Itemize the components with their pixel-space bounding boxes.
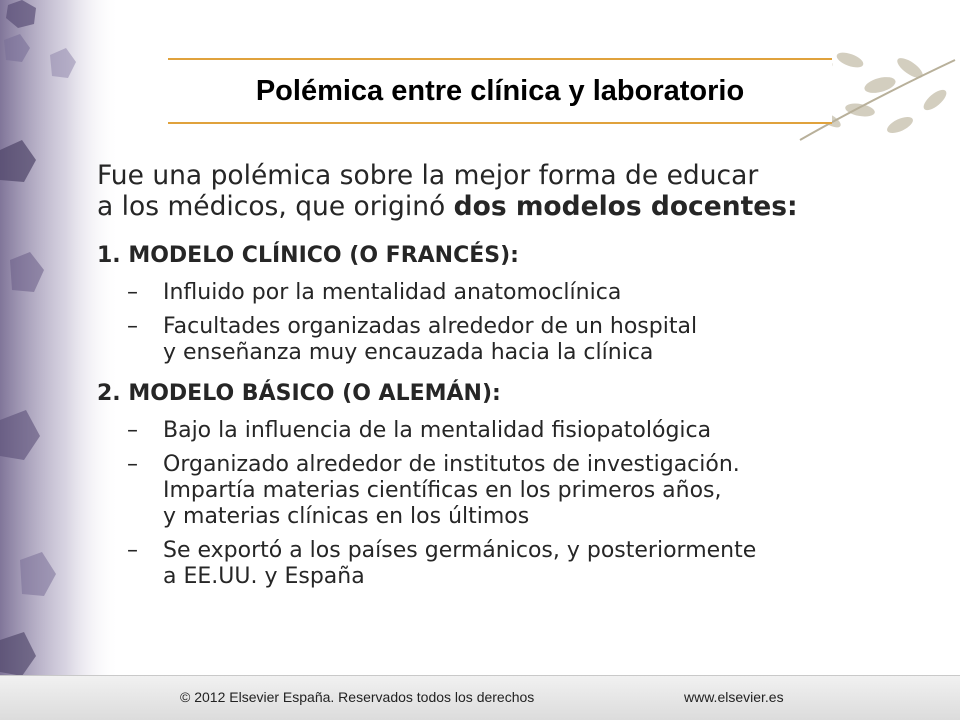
title-bar	[168, 58, 832, 124]
item-line: Influido por la mentalidad anatomoclínica	[163, 280, 622, 305]
item-line: Se exportó a los países germánicos, y posteriormente	[163, 538, 757, 563]
dash-bullet: –	[127, 418, 138, 443]
item-line: Facultades organizadas alrededor de un hospital	[163, 314, 698, 339]
item-line: Impartía materias científicas en los primeros años,	[163, 478, 722, 503]
footer-copyright: © 2012 Elsevier España. Reservados todos los derechos	[180, 689, 535, 705]
item-line: a EE.UU. y España	[163, 564, 365, 589]
item-line: Bajo la influencia de la mentalidad fisiopatológica	[163, 418, 712, 443]
intro-line2-prefix: a los médicos, que originó	[97, 191, 454, 222]
dash-bullet: –	[127, 314, 138, 339]
dash-bullet: –	[127, 280, 138, 305]
item-line: Organizado alrededor de institutos de investigación.	[163, 452, 740, 477]
footer-bar	[0, 675, 960, 720]
intro-text	[97, 160, 877, 222]
section-heading-clinico: 1. MODELO CLÍNICO (O FRANCÉS):	[97, 243, 519, 268]
section-heading-basico: 2. MODELO BÁSICO (O ALEMÁN):	[97, 381, 501, 406]
list-item	[97, 452, 877, 530]
item-line: y materias clínicas en los últimos	[163, 504, 530, 529]
list-item	[97, 538, 877, 590]
list-item	[97, 280, 877, 306]
intro-line2-bold: dos modelos docentes:	[453, 191, 798, 222]
section-items-clinico	[97, 280, 877, 366]
list-item	[97, 314, 877, 366]
item-line: y enseñanza muy encauzada hacia la clínica	[163, 340, 654, 365]
slide-title: Polémica entre clínica y laboratorio	[255, 74, 745, 107]
dash-bullet: –	[127, 452, 138, 477]
intro-line1: Fue una polémica sobre la mejor forma de educar	[97, 160, 759, 191]
list-item	[97, 418, 877, 444]
dash-bullet: –	[127, 538, 138, 563]
section-items-basico	[97, 418, 877, 590]
footer-url-link[interactable]: www.elsevier.es	[684, 689, 784, 705]
slide-content	[97, 160, 877, 604]
